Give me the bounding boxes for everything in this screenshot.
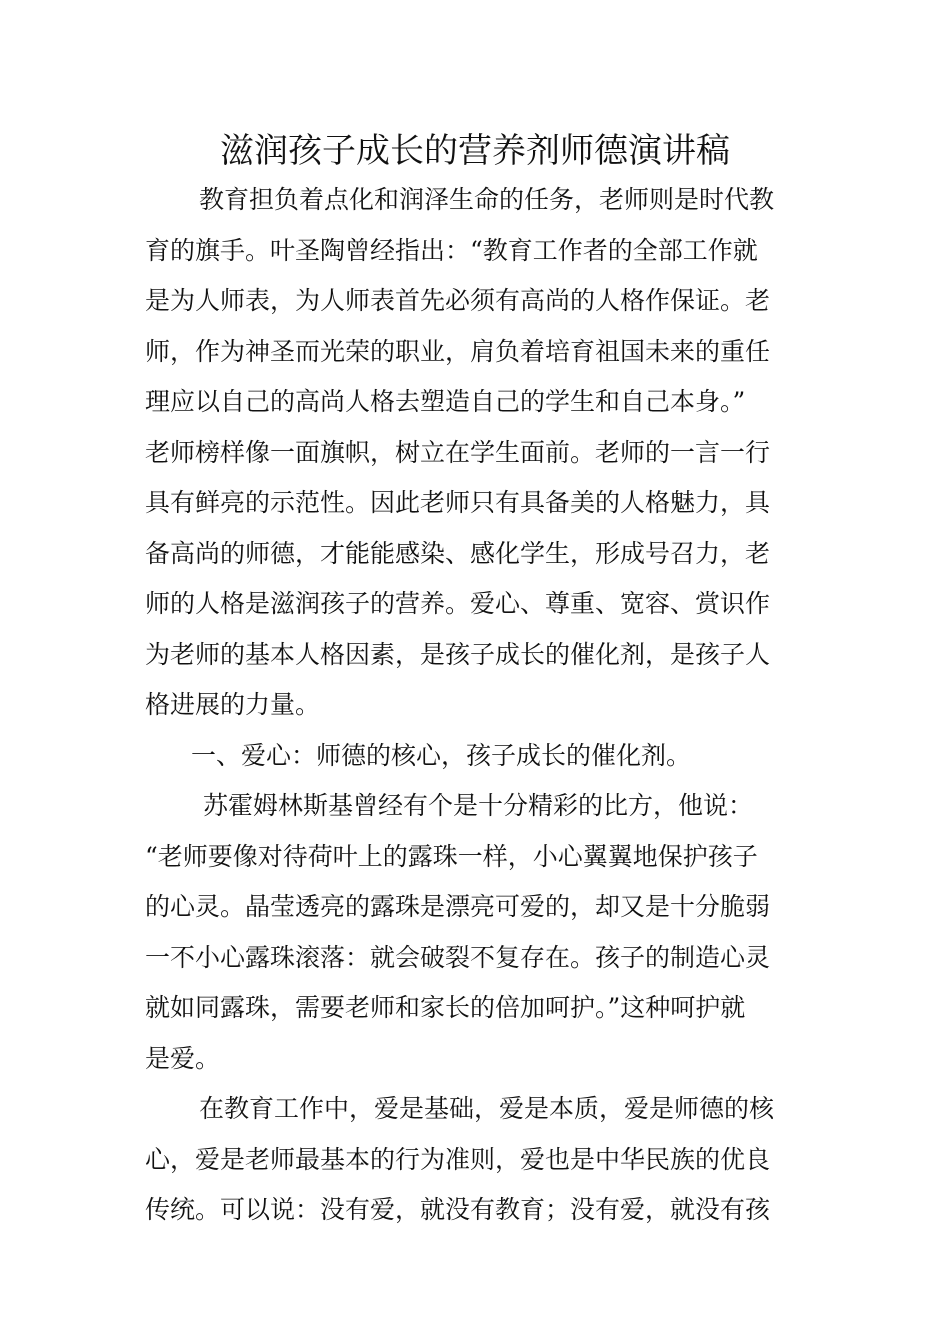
text-line: 的心灵。晶莹透亮的露珠是漂亮可爱的，却又是十分脆弱 [145,892,771,921]
text-line: 老师榜样像一面旗帜，树立在学生面前。老师的一言一行 [145,437,771,467]
section-heading: 一、爱心：师德的核心，孩子成长的催化剂。 [191,740,692,770]
document-body [145,175,807,1236]
text-line: 理应以自己的高尚人格去塑造自己的学生和自己本身。” [145,387,746,416]
text-line: “老师要像对待荷叶上的露珠一样，小心翼翼地保护孩子 [145,841,758,871]
text-line: 就如同露珠，需要老师和家长的倍加呵护。”这种呵护就 [145,993,746,1022]
text-line: 备高尚的师德，才能能感染、感化学生，形成号召力，老 [145,538,771,568]
text-line: 为老师的基本人格因素，是孩子成长的催化剂，是孩子人 [145,639,771,669]
text-line: 一不小心露珠滚落：就会破裂不复存在。孩子的制造心灵 [145,942,771,972]
text-line: 教育担负着点化和润泽生命的任务，老师则是时代教 [199,185,775,214]
text-line: 是为人师表，为人师表首先必须有高尚的人格作保证。老 [145,286,771,315]
text-line: 师，作为神圣而光荣的职业，肩负着培育祖国未来的重任 [145,336,771,366]
text-line: 传统。可以说：没有爱，就没有教育；没有爱，就没有孩 [145,1195,771,1224]
text-line: 格进展的力量。 [145,690,321,719]
text-line: 是爱。 [145,1043,221,1073]
text-line: 具有鲜亮的示范性。因此老师只有具备美的人格魅力，具 [145,488,771,517]
text-line: 苏霍姆林斯基曾经有个是十分精彩的比方，他说： [203,791,754,820]
document-title: 滋润孩子成长的营养剂师德演讲稿 [220,131,730,171]
text-line: 育的旗手。叶圣陶曾经指出：“教育工作者的全部工作就 [145,235,758,265]
text-line: 师的人格是滋润孩子的营养。爱心、尊重、宽容、赏识作 [145,589,771,618]
text-line: 在教育工作中，爱是基础，爱是本质，爱是师德的核 [199,1094,775,1123]
text-line: 心，爱是老师最基本的行为准则，爱也是中华民族的优良 [145,1144,771,1174]
